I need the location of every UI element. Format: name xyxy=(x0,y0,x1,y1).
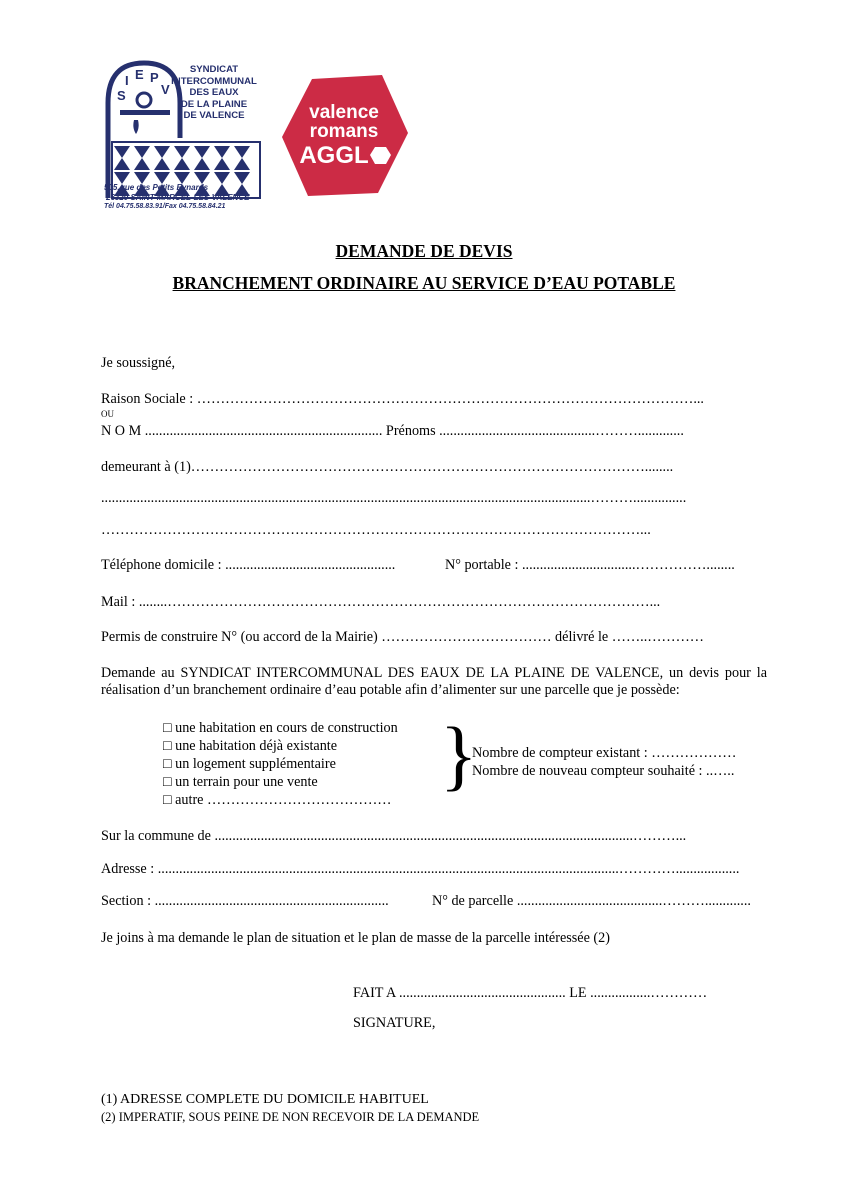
section-field[interactable]: Section : .................................................................. xyxy=(101,893,389,909)
commune-field[interactable]: Sur la commune de ......................................................................................................................………... xyxy=(101,828,687,844)
curly-brace: } xyxy=(440,711,478,798)
address-blank-line[interactable]: ……………………………………………………………………………………………………... xyxy=(101,522,651,538)
adresse-field[interactable]: Adresse : ..................................................................................................................................………….................. xyxy=(101,861,740,877)
footnote-2: (2) IMPERATIF, SOUS PEINE DE NON RECEVOIR DE LA DEMANDE xyxy=(101,1110,480,1124)
address-blank-line[interactable]: ..........................................................................................................................................………............... xyxy=(101,490,687,506)
valence-romans-agglo-logo xyxy=(282,75,408,196)
nom-prenoms-field[interactable]: N O M ................................................................... Prénoms ............................................………............. xyxy=(101,423,684,439)
footnote-1: (1) ADRESSE COMPLETE DU DOMICILE HABITUEL xyxy=(101,1092,429,1107)
siepv-name-line: DES EAUX xyxy=(189,87,239,98)
ou-label: OU xyxy=(101,409,114,419)
agglo-word-1: valence xyxy=(309,102,379,123)
compteur-nouveau-field[interactable]: Nombre de nouveau compteur souhaité : ..….. xyxy=(472,763,735,779)
agglo-word-3: AGGL xyxy=(299,142,369,169)
agglo-word-2: romans xyxy=(309,121,379,142)
mail-field[interactable]: Mail : ........…………………………………………………………………………………………... xyxy=(101,594,661,610)
siepv-name-line: SYNDICAT xyxy=(189,64,239,75)
siepv-address-line: Tél 04.75.58.83.91/Fax 04.75.58.84.21 xyxy=(104,203,226,210)
option-autre[interactable]: □ autre ………………………………… xyxy=(163,792,392,808)
demeurant-field[interactable]: demeurant à (1)……………………………………………………………………………………........ xyxy=(101,459,674,475)
siepv-name xyxy=(166,64,262,122)
siepv-address-line: 26320 SAINT-MARCEL-LES-VALENCE xyxy=(106,192,250,202)
joins-text: Je joins à ma demande le plan de situation et le plan de masse de la parcelle intéressée (2) xyxy=(101,930,610,946)
page-title: DEMANDE DE DEVIS xyxy=(335,241,513,261)
option-logement-supplementaire[interactable]: □ un logement supplémentaire xyxy=(163,756,336,772)
siepv-name-line: DE VALENCE xyxy=(183,110,245,121)
siepv-name-line: DE LA PLAINE xyxy=(180,98,248,110)
svg-text:S: S xyxy=(117,88,126,103)
option-habitation-construction[interactable]: □ une habitation en cours de construction xyxy=(163,720,398,736)
permis-field[interactable]: Permis de construire N° (ou accord de la Mairie) ……………………………… délivré le ……..………… xyxy=(101,629,704,645)
page-subtitle: BRANCHEMENT ORDINAIRE AU SERVICE D’EAU POTABLE xyxy=(172,273,676,293)
raison-sociale-field[interactable]: Raison Sociale : ……………………………………………………………………………………………... xyxy=(101,391,704,407)
parcelle-field[interactable]: N° de parcelle .........................................………............. xyxy=(432,893,751,909)
siepv-address xyxy=(104,183,249,212)
option-terrain-vente[interactable]: □ un terrain pour une vente xyxy=(163,774,318,790)
compteur-existant-field[interactable]: Nombre de compteur existant : ……………… xyxy=(472,745,737,761)
fait-a-field[interactable]: FAIT A ............................................... LE .................………… xyxy=(353,985,708,1001)
svg-text:V: V xyxy=(161,82,170,97)
svg-text:I: I xyxy=(125,73,129,88)
option-habitation-existante[interactable]: □ une habitation déjà existante xyxy=(163,738,338,754)
svg-text:E: E xyxy=(135,67,144,82)
svg-text:P: P xyxy=(150,70,159,85)
siepv-address-line: 505, rue des Petits Eynards xyxy=(104,183,209,192)
agglo-hexagon xyxy=(282,75,408,196)
siepv-name-line: INTERCOMMUNAL xyxy=(171,75,257,87)
intro-text: Je soussigné, xyxy=(101,355,176,371)
portable-field[interactable]: N° portable : ................................……………........ xyxy=(445,557,735,573)
demande-paragraph: Demande au SYNDICAT INTERCOMMUNAL DES EAUX DE LA PLAINE DE VALENCE, un devis pour la réalisation d’un branchement ordinaire d’eau potable afin d’alimenter sur une parcelle que je possède: xyxy=(101,665,767,698)
telephone-field[interactable]: Téléphone domicile : ................................................ xyxy=(101,557,396,573)
signature-label: SIGNATURE, xyxy=(353,1015,436,1031)
